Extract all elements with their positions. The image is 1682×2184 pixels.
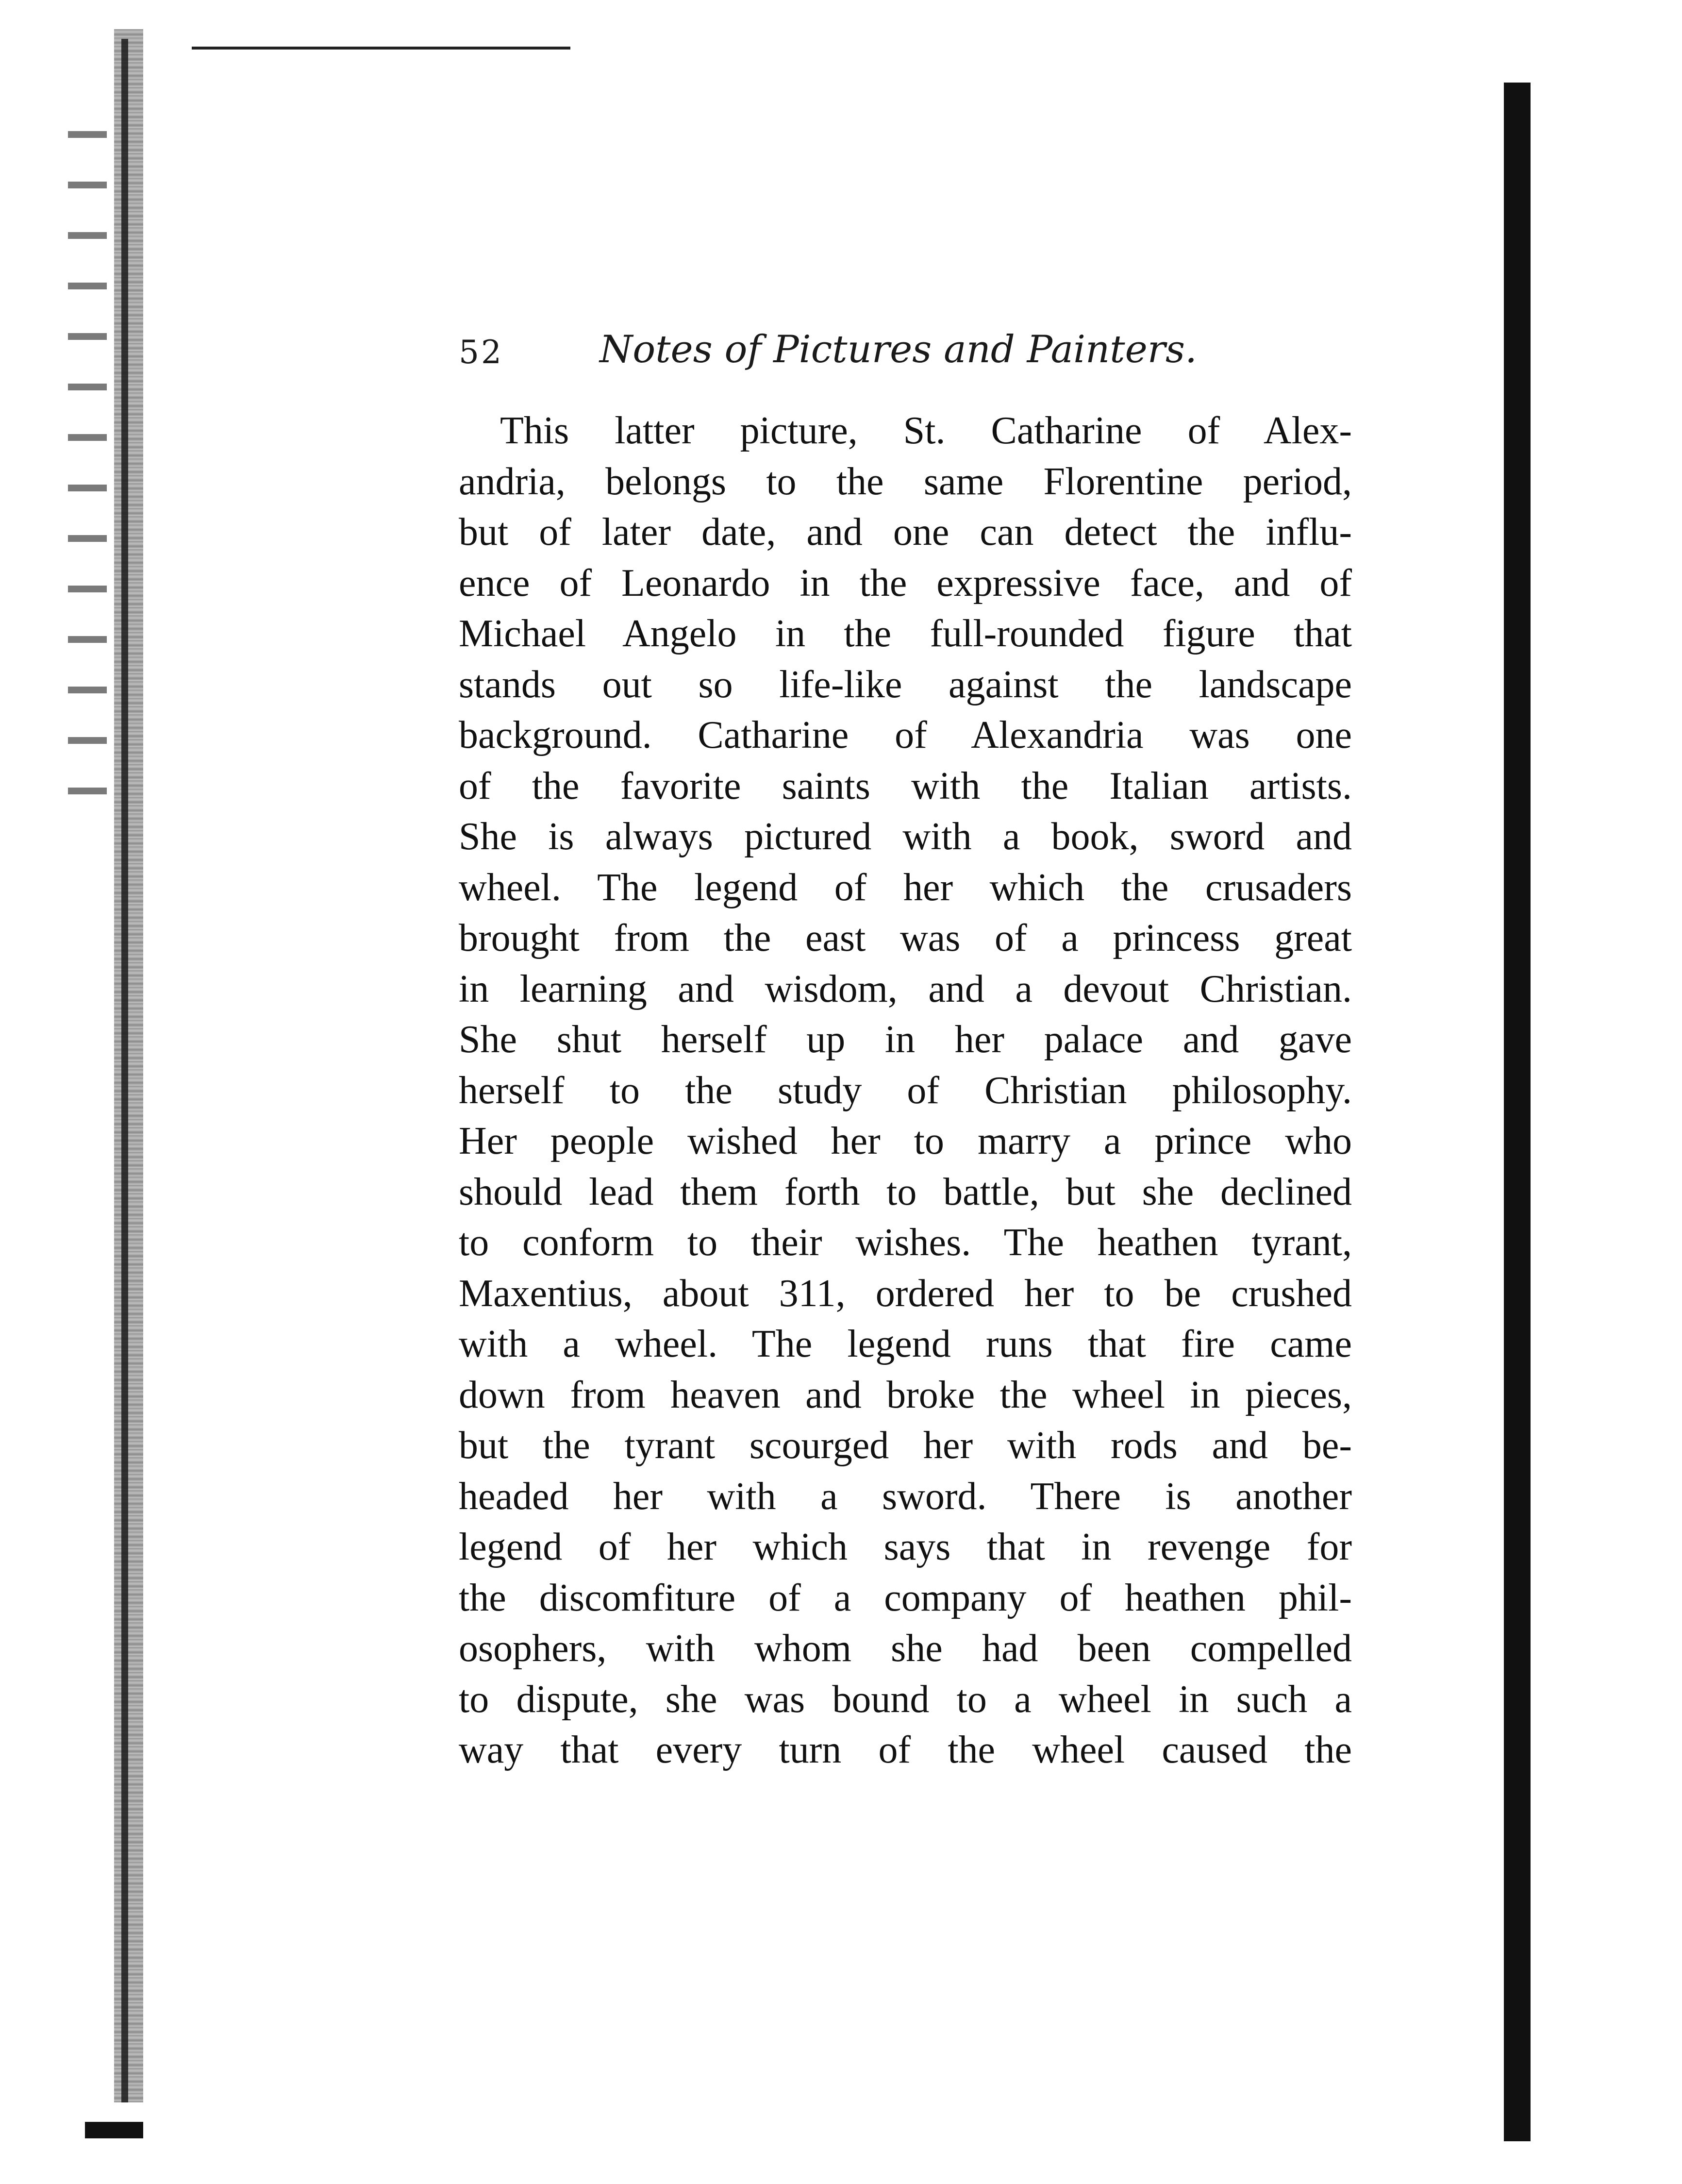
text-line: osophers, with whom she had been compelled bbox=[459, 1627, 1352, 1670]
running-title: Notes of Pictures and Painters. bbox=[600, 328, 1197, 371]
text-line: background. Catharine of Alexandria was one bbox=[459, 714, 1352, 756]
text-line: but of later date, and one can detect the influ- bbox=[459, 511, 1352, 554]
body-text bbox=[459, 405, 1352, 1776]
binding-marks bbox=[68, 87, 107, 816]
binding-base-mark bbox=[85, 2122, 143, 2138]
text-line: andria, belongs to the same Florentine period, bbox=[459, 460, 1352, 503]
text-line: Maxentius, about 311, ordered her to be crushed bbox=[459, 1272, 1352, 1315]
page-header bbox=[459, 328, 1352, 386]
text-line: legend of her which says that in revenge for bbox=[459, 1526, 1352, 1568]
text-line: This latter picture, St. Catharine of Alex- bbox=[500, 409, 1352, 452]
text-line: wheel. The legend of her which the crusaders bbox=[459, 866, 1352, 909]
right-edge-bar bbox=[1504, 83, 1531, 2141]
book-binding-edge bbox=[114, 29, 143, 2102]
text-line: in learning and wisdom, and a devout Christian. bbox=[459, 967, 1352, 1010]
text-line: to dispute, she was bound to a wheel in such a bbox=[459, 1678, 1352, 1721]
text-line: should lead them forth to battle, but she declined bbox=[459, 1170, 1352, 1213]
text-line: stands out so life-like against the landscape bbox=[459, 663, 1352, 706]
page-number: 52 bbox=[459, 334, 503, 371]
text-line: headed her with a sword. There is another bbox=[459, 1475, 1352, 1518]
text-line: of the favorite saints with the Italian artists. bbox=[459, 764, 1352, 807]
text-line: to conform to their wishes. The heathen tyrant, bbox=[459, 1221, 1352, 1264]
text-line: but the tyrant scourged her with rods and be- bbox=[459, 1424, 1352, 1467]
text-line: She shut herself up in her palace and gave bbox=[459, 1018, 1352, 1061]
text-line: down from heaven and broke the wheel in pieces, bbox=[459, 1373, 1352, 1416]
text-line: Michael Angelo in the full-rounded figure that bbox=[459, 612, 1352, 655]
text-line: herself to the study of Christian philosophy. bbox=[459, 1069, 1352, 1112]
text-line: brought from the east was of a princess great bbox=[459, 917, 1352, 959]
text-line: with a wheel. The legend runs that fire came bbox=[459, 1323, 1352, 1365]
top-rule bbox=[192, 47, 570, 50]
text-line: the discomfiture of a company of heathen phil- bbox=[459, 1576, 1352, 1619]
book-binding-strip bbox=[121, 39, 128, 2102]
text-line: ence of Leonardo in the expressive face, and of bbox=[459, 561, 1352, 605]
text-line: Her people wished her to marry a prince who bbox=[459, 1120, 1352, 1162]
text-line: way that every turn of the wheel caused the bbox=[459, 1729, 1352, 1771]
text-line: She is always pictured with a book, sword and bbox=[459, 815, 1352, 858]
